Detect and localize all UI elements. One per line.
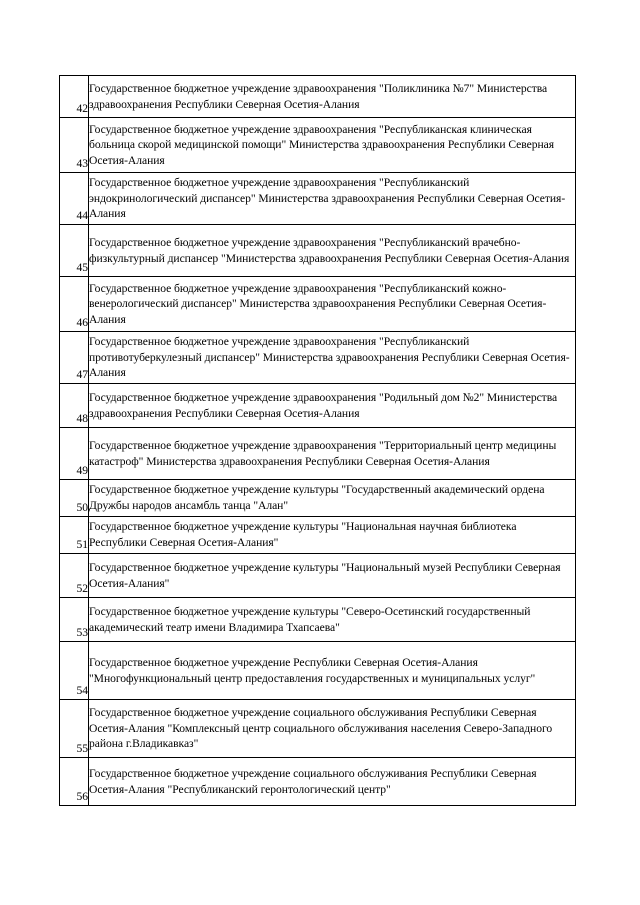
table-row bbox=[60, 598, 576, 642]
row-number: 55 bbox=[60, 700, 89, 758]
institution-name: Государственное бюджетное учреждение здравоохранения "Поликлиника №7" Министерства здравоохранения Республики Северная Осетия-Алания bbox=[89, 81, 548, 111]
row-text bbox=[89, 76, 576, 118]
row-text bbox=[89, 598, 576, 642]
row-number: 46 bbox=[60, 277, 89, 332]
row-number: 49 bbox=[60, 428, 89, 480]
table-row bbox=[60, 384, 576, 428]
row-text bbox=[89, 118, 576, 173]
institution-name: Государственное бюджетное учреждение здравоохранения "Республиканский эндокринологический диспансер" Министерства здравоохранения Республики Северная Осетия-Алания bbox=[89, 176, 566, 221]
institutions-table bbox=[59, 75, 576, 806]
institution-name: Государственное бюджетное учреждение здравоохранения "Республиканский кожно-венерологический диспансер" Министерства здравоохранения Республики Северная Осетия-Алания bbox=[89, 281, 547, 326]
row-number: 45 bbox=[60, 225, 89, 277]
institution-name: Государственное бюджетное учреждение здравоохранения "Родильный дом №2" Министерства здравоохранения Республики Северная Осетия-Алания bbox=[89, 390, 558, 420]
row-number: 51 bbox=[60, 517, 89, 554]
institution-name: Государственное бюджетное учреждение культуры "Национальная научная библиотека Республики Северная Осетия-Алания" bbox=[89, 520, 517, 549]
row-number: 43 bbox=[60, 118, 89, 173]
row-text bbox=[89, 277, 576, 332]
row-number: 50 bbox=[60, 480, 89, 517]
table-row bbox=[60, 277, 576, 332]
row-number: 42 bbox=[60, 76, 89, 118]
institution-name: Государственное бюджетное учреждение здравоохранения "Республиканская клиническая больница скорой медицинской помощи" Министерства здравоохранения Республики Северная Осетия-Алания bbox=[89, 122, 554, 167]
row-text bbox=[89, 480, 576, 517]
row-text bbox=[89, 554, 576, 598]
table-row bbox=[60, 173, 576, 225]
table-row bbox=[60, 332, 576, 384]
institution-name: Государственное бюджетное учреждение социального обслуживания Республики Северная Осетия-Алания "Комплексный центр социального обслуживания населения Северо-Западного района г.Владикавказ" bbox=[89, 706, 553, 751]
institution-name: Государственное бюджетное учреждение Республики Северная Осетия-Алания "Многофункциональный центр предоставления государственных и муниципальных услуг" bbox=[89, 655, 536, 685]
row-number: 53 bbox=[60, 598, 89, 642]
table-row bbox=[60, 76, 576, 118]
institutions-table-body bbox=[60, 76, 576, 806]
row-number: 47 bbox=[60, 332, 89, 384]
table-row bbox=[60, 642, 576, 700]
row-number: 56 bbox=[60, 758, 89, 806]
table-row bbox=[60, 480, 576, 517]
row-text bbox=[89, 428, 576, 480]
table-row bbox=[60, 428, 576, 480]
row-number: 52 bbox=[60, 554, 89, 598]
institution-name: Государственное бюджетное учреждение здравоохранения "Территориальный центр медицины катастроф" Министерства здравоохранения Республики Северная Осетия-Алания bbox=[89, 438, 557, 468]
row-text bbox=[89, 384, 576, 428]
table-row bbox=[60, 118, 576, 173]
table-row bbox=[60, 225, 576, 277]
institution-name: Государственное бюджетное учреждение здравоохранения "Республиканский врачебно-физкультурный диспансер "Министерства здравоохранения Республики Северная Осетия-Алания bbox=[89, 235, 570, 265]
row-text bbox=[89, 225, 576, 277]
row-number: 48 bbox=[60, 384, 89, 428]
table-row bbox=[60, 517, 576, 554]
table-row bbox=[60, 700, 576, 758]
row-text bbox=[89, 517, 576, 554]
row-text bbox=[89, 332, 576, 384]
table-row bbox=[60, 554, 576, 598]
institution-name: Государственное бюджетное учреждение культуры "Национальный музей Республики Северная Осетия-Алания" bbox=[89, 560, 561, 590]
row-number: 44 bbox=[60, 173, 89, 225]
institution-name: Государственное бюджетное учреждение культуры "Северо-Осетинский государственный академический театр имени Владимира Тхапсаева" bbox=[89, 604, 531, 634]
institution-name: Государственное бюджетное учреждение культуры "Государственный академический ордена Дружбы народов ансамбль танца "Алан" bbox=[89, 483, 545, 512]
row-text bbox=[89, 758, 576, 806]
row-text bbox=[89, 642, 576, 700]
row-text bbox=[89, 700, 576, 758]
row-number: 54 bbox=[60, 642, 89, 700]
row-text bbox=[89, 173, 576, 225]
institution-name: Государственное бюджетное учреждение социального обслуживания Республики Северная Осетия-Алания "Республиканский геронтологический центр" bbox=[89, 766, 537, 796]
table-row bbox=[60, 758, 576, 806]
institution-name: Государственное бюджетное учреждение здравоохранения "Республиканский противотуберкулезный диспансер" Министерства здравоохранения Республики Северная Осетия-Алания bbox=[89, 335, 570, 380]
